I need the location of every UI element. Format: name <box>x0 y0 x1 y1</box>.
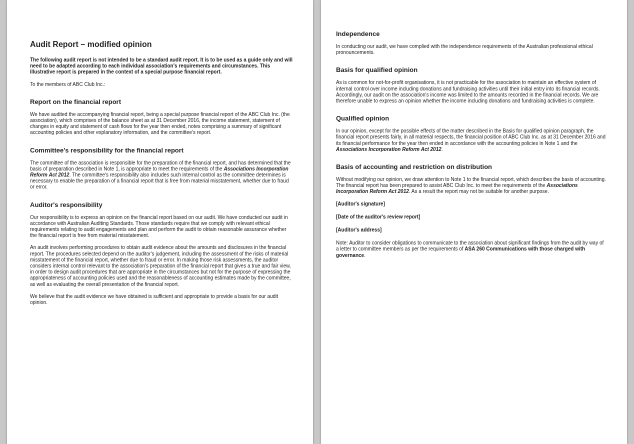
committee-text-b: . The committee's responsibility also includes such internal control as the committee determines is necessary to enable the preparation of a financial report that is free from material misstatement, whether due to fraud or error. <box>30 172 289 191</box>
review-date-placeholder: [Date of the auditor's review report] <box>336 214 421 220</box>
auditor-paragraph-2: An audit involves performing procedures to obtain audit evidence about the amounts and disclosures in the financial report. The procedures selected depend on the auditor's judgement, including the assessment of the risks of material misstatement of the financial report, whether due to fraud or error. In making those risk assessments, the auditor considers internal control relevant to the association's preparation of the financial report that gives a true and fair view, in order to design audit procedures that are appropriate in the circumstances but not for the purpose of expressing the appropriateness of accounting policies used and the reasonableness of accounting estimates made by the committee, as well as evaluating the overall presentation of the financial report. <box>30 245 291 288</box>
restriction-act-name: Associations Incorporation Reform Act 2012 <box>336 183 578 195</box>
auditor-signature-placeholder: [Auditor's signature] <box>336 201 385 207</box>
report-paragraph: We have audited the accompanying financial report, being a special purpose financial report of the ABC Club Inc. (the association), which comprises of the balance sheet as at 31 December 2016, the income statement, statement of changes in equity and statement of cash flows for the year then ended, notes comprising a summary of significant accounting policies and other explanatory information, and the committee's report. <box>30 111 290 136</box>
restriction-text-b: . As a result the report may not be suitable for another purpose. <box>408 189 549 195</box>
left-page <box>7 0 313 444</box>
qualified-text-b: . <box>441 146 443 153</box>
note-text-a: Note: Auditor to consider obligations to communicate to the association about significant findings from the audit by way of a letter to committee members as per the requirements of <box>336 240 604 253</box>
qualified-act-name: Associations Incorporation Reform Act 2012 <box>336 146 442 153</box>
auditor-heading: Auditor's responsibility <box>30 200 103 209</box>
right-page <box>321 0 627 444</box>
restriction-paragraph <box>336 177 607 195</box>
qualified-paragraph <box>336 129 607 153</box>
report-heading: Report on the financial report <box>30 97 122 106</box>
independence-heading: Independence <box>336 30 380 38</box>
auditor-paragraph-3: We believe that the audit evidence we have obtained is sufficient and appropriate to provide a basis for our audit opinion. <box>30 293 279 306</box>
auditor-address-placeholder: [Auditor's address] <box>336 227 382 234</box>
note-standard-name: ASA 260 Communications with those charged with governance <box>336 246 586 259</box>
right-page-content <box>321 0 627 265</box>
note-text-b: . <box>364 252 366 259</box>
committee-paragraph <box>30 160 293 191</box>
auditor-paragraph-1: Our responsibility is to express an opinion on the financial report based on our audit. We have conducted our audit in accordance with Australian Auditing Standards. Those standards require that we comply with relevant ethical requirements relating to audit engagements and plan and perform the audit to obtain reasonable assurance whether the financial report is free from material misstatement. <box>30 214 288 239</box>
committee-text-a: The committee of the association is responsible for the preparation of the financial report, and has determined that the basis of preparation described in Note 1, is appropriate to meet the requirements of the <box>30 160 291 172</box>
qualified-heading: Qualified opinion <box>336 114 390 123</box>
intro-paragraph: The following audit report is not intended to be a standard audit report. It is to be used as a guide only and will need to be adapted according to each individual association's requirements and circumstances. This illustrative report is prepared in the context of a special purpose financial report. <box>30 57 293 76</box>
restriction-text-a: Without modifying our opinion, we draw attention to Note 1 to the financial report, which describes the basis of accounting. The financial report has been prepared to assist ABC Club Inc. to meet the requirements of the <box>336 177 606 189</box>
restriction-heading: Basis of accounting and restriction on distribution <box>336 163 493 171</box>
report-title: Audit Report – modified opinion <box>30 40 152 49</box>
basis-paragraph: As is common for not-for-profit organisations, it is not practicable for the association to maintain an effective system of internal control over income including donations and fundraising activities until their initial entry into its financial records. Accordingly, our audit on the association's income was limited to the amounts recorded in the financial records. We are therefore unable to express an opinion whether the income including donations and fundraising activities is complete. <box>336 80 600 105</box>
committee-heading: Committee's responsibility for the financial report <box>30 146 184 154</box>
left-page-content <box>7 0 313 312</box>
committee-act-name: Associations Incorporation Reform Act 2012 <box>30 166 289 179</box>
closing-note <box>336 241 607 259</box>
basis-heading: Basis for qualified opinion <box>336 66 418 74</box>
independence-paragraph: In conducting our audit, we have complied with the independence requirements of the Australian professional ethical pronouncements. <box>336 44 593 56</box>
qualified-text-a: In our opinion, except for the possible effects of the matter described in the Basis for qualified opinion paragraph, the financial report presents fairly, in all material respects, the financial position of ABC Club Inc. as at 31 December 2016 and its financial performance for the year then ended in accordance with the accounting policies in Note 1 and the <box>336 128 606 147</box>
addressee: To the members of ABC Club Inc.: <box>30 81 106 88</box>
